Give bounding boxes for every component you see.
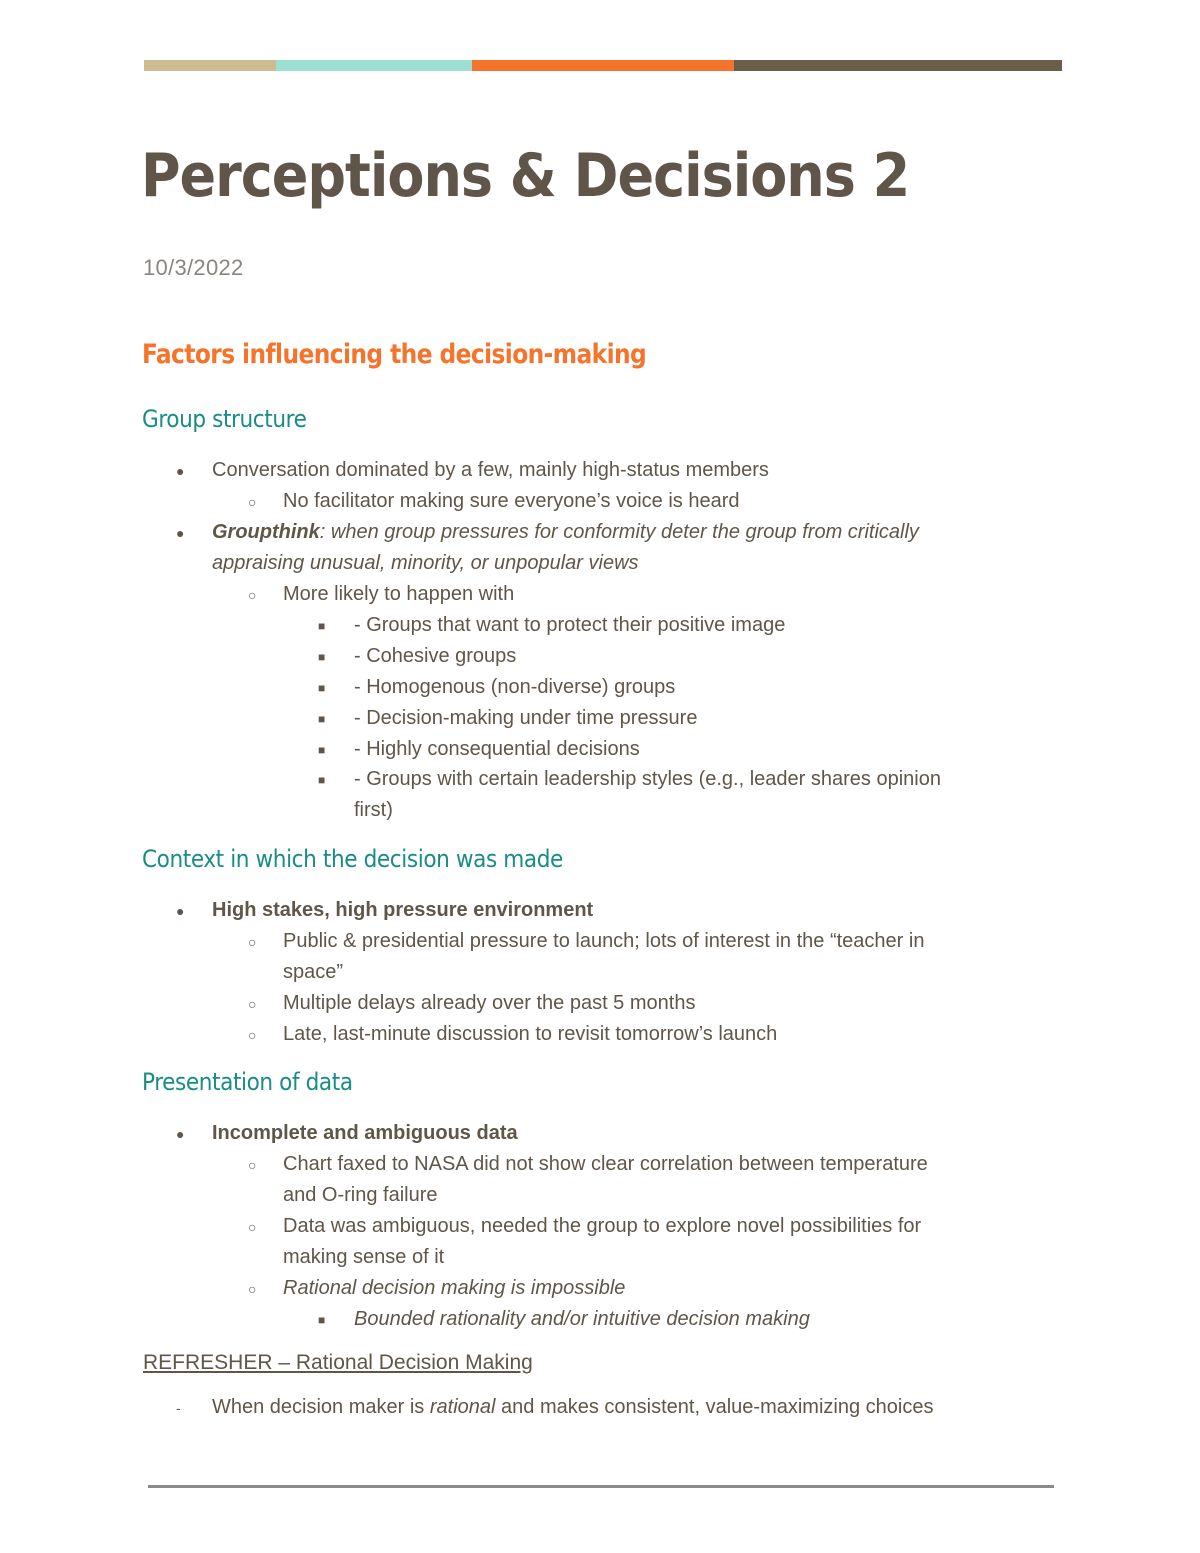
list-item: - Highly consequential decisions [354, 738, 640, 760]
list-item: Multiple delays already over the past 5 months [283, 992, 696, 1014]
square-bullet-icon: ■ [318, 1313, 326, 1327]
list-item: No facilitator making sure everyone’s voice is heard [283, 490, 740, 512]
groupthink-definition [212, 517, 919, 548]
circle-bullet-icon: ○ [248, 494, 257, 510]
square-bullet-icon: ■ [318, 619, 326, 633]
circle-bullet-icon: ○ [248, 587, 257, 603]
list-item: Data was ambiguous, needed the group to explore novel possibilities for [283, 1215, 922, 1237]
refresher-emphasis: rational [429, 1396, 496, 1418]
circle-bullet-icon: ○ [248, 1157, 257, 1173]
square-bullet-icon: ■ [318, 681, 326, 695]
color-bar-tan [144, 60, 276, 71]
subheading-group-structure: Group structure [142, 405, 307, 433]
refresher-heading: REFRESHER – Rational Decision Making [143, 1351, 533, 1374]
refresher-text-pre: When decision maker is [212, 1396, 430, 1418]
list-item: Public & presidential pressure to launch; lots of interest in the “teacher in [283, 930, 925, 952]
refresher-text-post: and makes consistent, value-maximizing choices [495, 1396, 934, 1418]
list-item: Bounded rationality and/or intuitive decision making [354, 1308, 810, 1330]
circle-bullet-icon: ○ [248, 1219, 257, 1235]
list-item: High stakes, high pressure environment [212, 899, 594, 921]
list-item: - Cohesive groups [354, 645, 517, 667]
list-item: - Decision-making under time pressure [354, 707, 698, 729]
list-item: Chart faxed to NASA did not show clear correlation between temperature [283, 1153, 928, 1175]
groupthink-term: Groupthink [212, 521, 320, 543]
bullet-icon: ● [176, 903, 185, 919]
list-item: More likely to happen with [283, 583, 515, 605]
bullet-icon: ● [176, 1126, 185, 1142]
square-bullet-icon: ■ [318, 650, 326, 664]
square-bullet-icon: ■ [318, 773, 326, 787]
list-item-continued: making sense of it [283, 1246, 445, 1268]
subheading-context: Context in which the decision was made [142, 845, 563, 873]
refresher-item [212, 1392, 933, 1423]
list-item: Rational decision making is impossible [283, 1277, 626, 1299]
list-item: - Groups with certain leadership styles (e.g., leader shares opinion [354, 768, 941, 790]
list-item: Incomplete and ambiguous data [212, 1122, 518, 1144]
circle-bullet-icon: ○ [248, 934, 257, 950]
bullet-icon: ● [176, 525, 185, 541]
square-bullet-icon: ■ [318, 743, 326, 757]
circle-bullet-icon: ○ [248, 1281, 257, 1297]
square-bullet-icon: ■ [318, 712, 326, 726]
list-item: Late, last-minute discussion to revisit tomorrow’s launch [283, 1023, 778, 1045]
section-heading: Factors influencing the decision-making [142, 339, 647, 370]
bullet-icon: ● [176, 463, 185, 479]
list-item: Conversation dominated by a few, mainly high-status members [212, 459, 769, 481]
page-title: Perceptions & Decisions 2 [141, 141, 910, 211]
decorative-color-bar [144, 60, 1062, 71]
dash-bullet-icon: - [176, 1400, 181, 1416]
list-item: - Homogenous (non-diverse) groups [354, 676, 676, 698]
groupthink-definition-text: : when group pressures for conformity deter the group from critically [319, 521, 919, 543]
list-item-continued: space” [283, 961, 344, 983]
circle-bullet-icon: ○ [248, 1027, 257, 1043]
circle-bullet-icon: ○ [248, 996, 257, 1012]
color-bar-brown [734, 60, 1062, 71]
subheading-presentation: Presentation of data [142, 1068, 353, 1096]
list-item-continued: and O-ring failure [283, 1184, 438, 1206]
list-item-continued: first) [354, 799, 393, 821]
color-bar-mint [276, 60, 472, 71]
color-bar-orange [472, 60, 734, 71]
document-date: 10/3/2022 [143, 255, 244, 280]
groupthink-definition-continued: appraising unusual, minority, or unpopular views [212, 552, 639, 574]
footer-divider [148, 1485, 1054, 1488]
list-item: - Groups that want to protect their positive image [354, 614, 786, 636]
